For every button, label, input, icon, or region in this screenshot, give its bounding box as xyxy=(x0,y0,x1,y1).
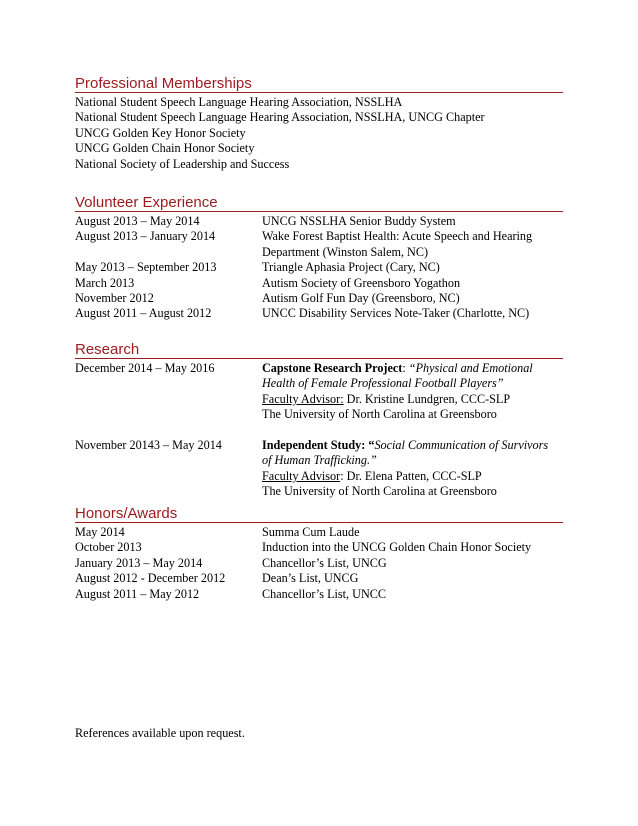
volunteer-desc xyxy=(262,229,563,260)
volunteer-row xyxy=(75,214,563,229)
research-entry xyxy=(75,361,563,423)
membership-item: UNCG Golden Chain Honor Society xyxy=(75,141,255,156)
research-heading: Research xyxy=(75,342,563,359)
memberships-section xyxy=(75,76,563,172)
volunteer-section xyxy=(75,195,563,322)
honors-desc: Dean’s List, UNCG xyxy=(262,571,359,586)
volunteer-desc: UNCC Disability Services Note-Taker (Charlotte, NC) xyxy=(262,306,530,321)
honors-row xyxy=(75,571,563,586)
advisor-label: Faculty Advisor: xyxy=(262,391,344,406)
research-date: December 2014 – May 2016 xyxy=(75,361,215,375)
volunteer-date: March 2013 xyxy=(75,275,135,290)
research-label: Capstone Research Project xyxy=(262,361,403,375)
membership-item: UNCG Golden Key Honor Society xyxy=(75,125,246,140)
honors-row xyxy=(75,525,563,540)
memberships-heading: Professional Memberships xyxy=(75,76,563,93)
honors-desc: Chancellor’s List, UNCG xyxy=(262,555,387,570)
advisor-name: Dr. Kristine Lundgren, CCC-SLP xyxy=(343,391,511,406)
institution: The University of North Carolina at Greensboro xyxy=(262,407,497,422)
honors-desc: Induction into the UNCG Golden Chain Honor Society xyxy=(262,540,532,555)
volunteer-row xyxy=(75,229,563,260)
advisor-label: Faculty Advisor xyxy=(262,468,341,483)
volunteer-heading: Volunteer Experience xyxy=(75,195,563,212)
honors-heading: Honors/Awards xyxy=(75,506,563,523)
honors-section xyxy=(75,506,563,602)
advisor-name: : Dr. Elena Patten, CCC-SLP xyxy=(340,468,482,483)
volunteer-desc-line: Department (Winston Salem, NC) xyxy=(262,244,429,259)
volunteer-date: November 2012 xyxy=(75,291,154,306)
volunteer-desc: Autism Society of Greensboro Yogathon xyxy=(262,275,461,290)
honors-date: January 2013 – May 2014 xyxy=(75,555,203,570)
research-title: of Human Trafficking.” xyxy=(262,453,377,468)
research-details xyxy=(262,361,563,423)
references-note: References available upon request. xyxy=(75,726,245,740)
honors-row xyxy=(75,556,563,571)
honors-date: May 2014 xyxy=(75,525,125,539)
volunteer-row xyxy=(75,306,563,321)
volunteer-date: May 2013 – September 2013 xyxy=(75,260,217,275)
volunteer-date: August 2013 – January 2014 xyxy=(75,229,216,244)
research-date: November 20143 – May 2014 xyxy=(75,438,222,453)
research-label-sep: : “ xyxy=(361,438,375,453)
volunteer-desc-line: Wake Forest Baptist Health: Acute Speech and Hearing xyxy=(262,229,533,244)
honors-desc: Chancellor’s List, UNCC xyxy=(262,586,387,601)
honors-date: August 2011 – May 2012 xyxy=(75,586,200,601)
research-section xyxy=(75,342,563,500)
honors-row xyxy=(75,540,563,555)
volunteer-date: August 2011 – August 2012 xyxy=(75,306,212,321)
volunteer-desc: Triangle Aphasia Project (Cary, NC) xyxy=(262,260,440,275)
research-title: “Physical and Emotional xyxy=(408,361,533,375)
volunteer-row xyxy=(75,276,563,291)
honors-date: August 2012 - December 2012 xyxy=(75,571,226,586)
volunteer-date: August 2013 – May 2014 xyxy=(75,214,200,228)
volunteer-row xyxy=(75,291,563,306)
volunteer-desc: UNCG NSSLHA Senior Buddy System xyxy=(262,214,456,228)
honors-date: October 2013 xyxy=(75,540,142,555)
research-entry xyxy=(75,438,563,500)
membership-item: National Student Speech Language Hearing Association, NSSLHA xyxy=(75,95,403,109)
volunteer-desc: Autism Golf Fun Day (Greensboro, NC) xyxy=(262,291,460,306)
membership-item: National Society of Leadership and Success xyxy=(75,156,290,171)
membership-item: National Student Speech Language Hearing Association, NSSLHA, UNCG Chapter xyxy=(75,110,485,125)
research-title: Social Communication of Survivors xyxy=(374,438,549,453)
research-title: Health of Female Professional Football Players” xyxy=(262,376,504,391)
research-label: Independent Study xyxy=(262,438,362,453)
honors-desc: Summa Cum Laude xyxy=(262,525,360,539)
research-label-sep: : xyxy=(402,361,409,375)
institution: The University of North Carolina at Greensboro xyxy=(262,484,497,499)
honors-row xyxy=(75,587,563,602)
research-details xyxy=(262,438,563,500)
volunteer-row xyxy=(75,260,563,275)
